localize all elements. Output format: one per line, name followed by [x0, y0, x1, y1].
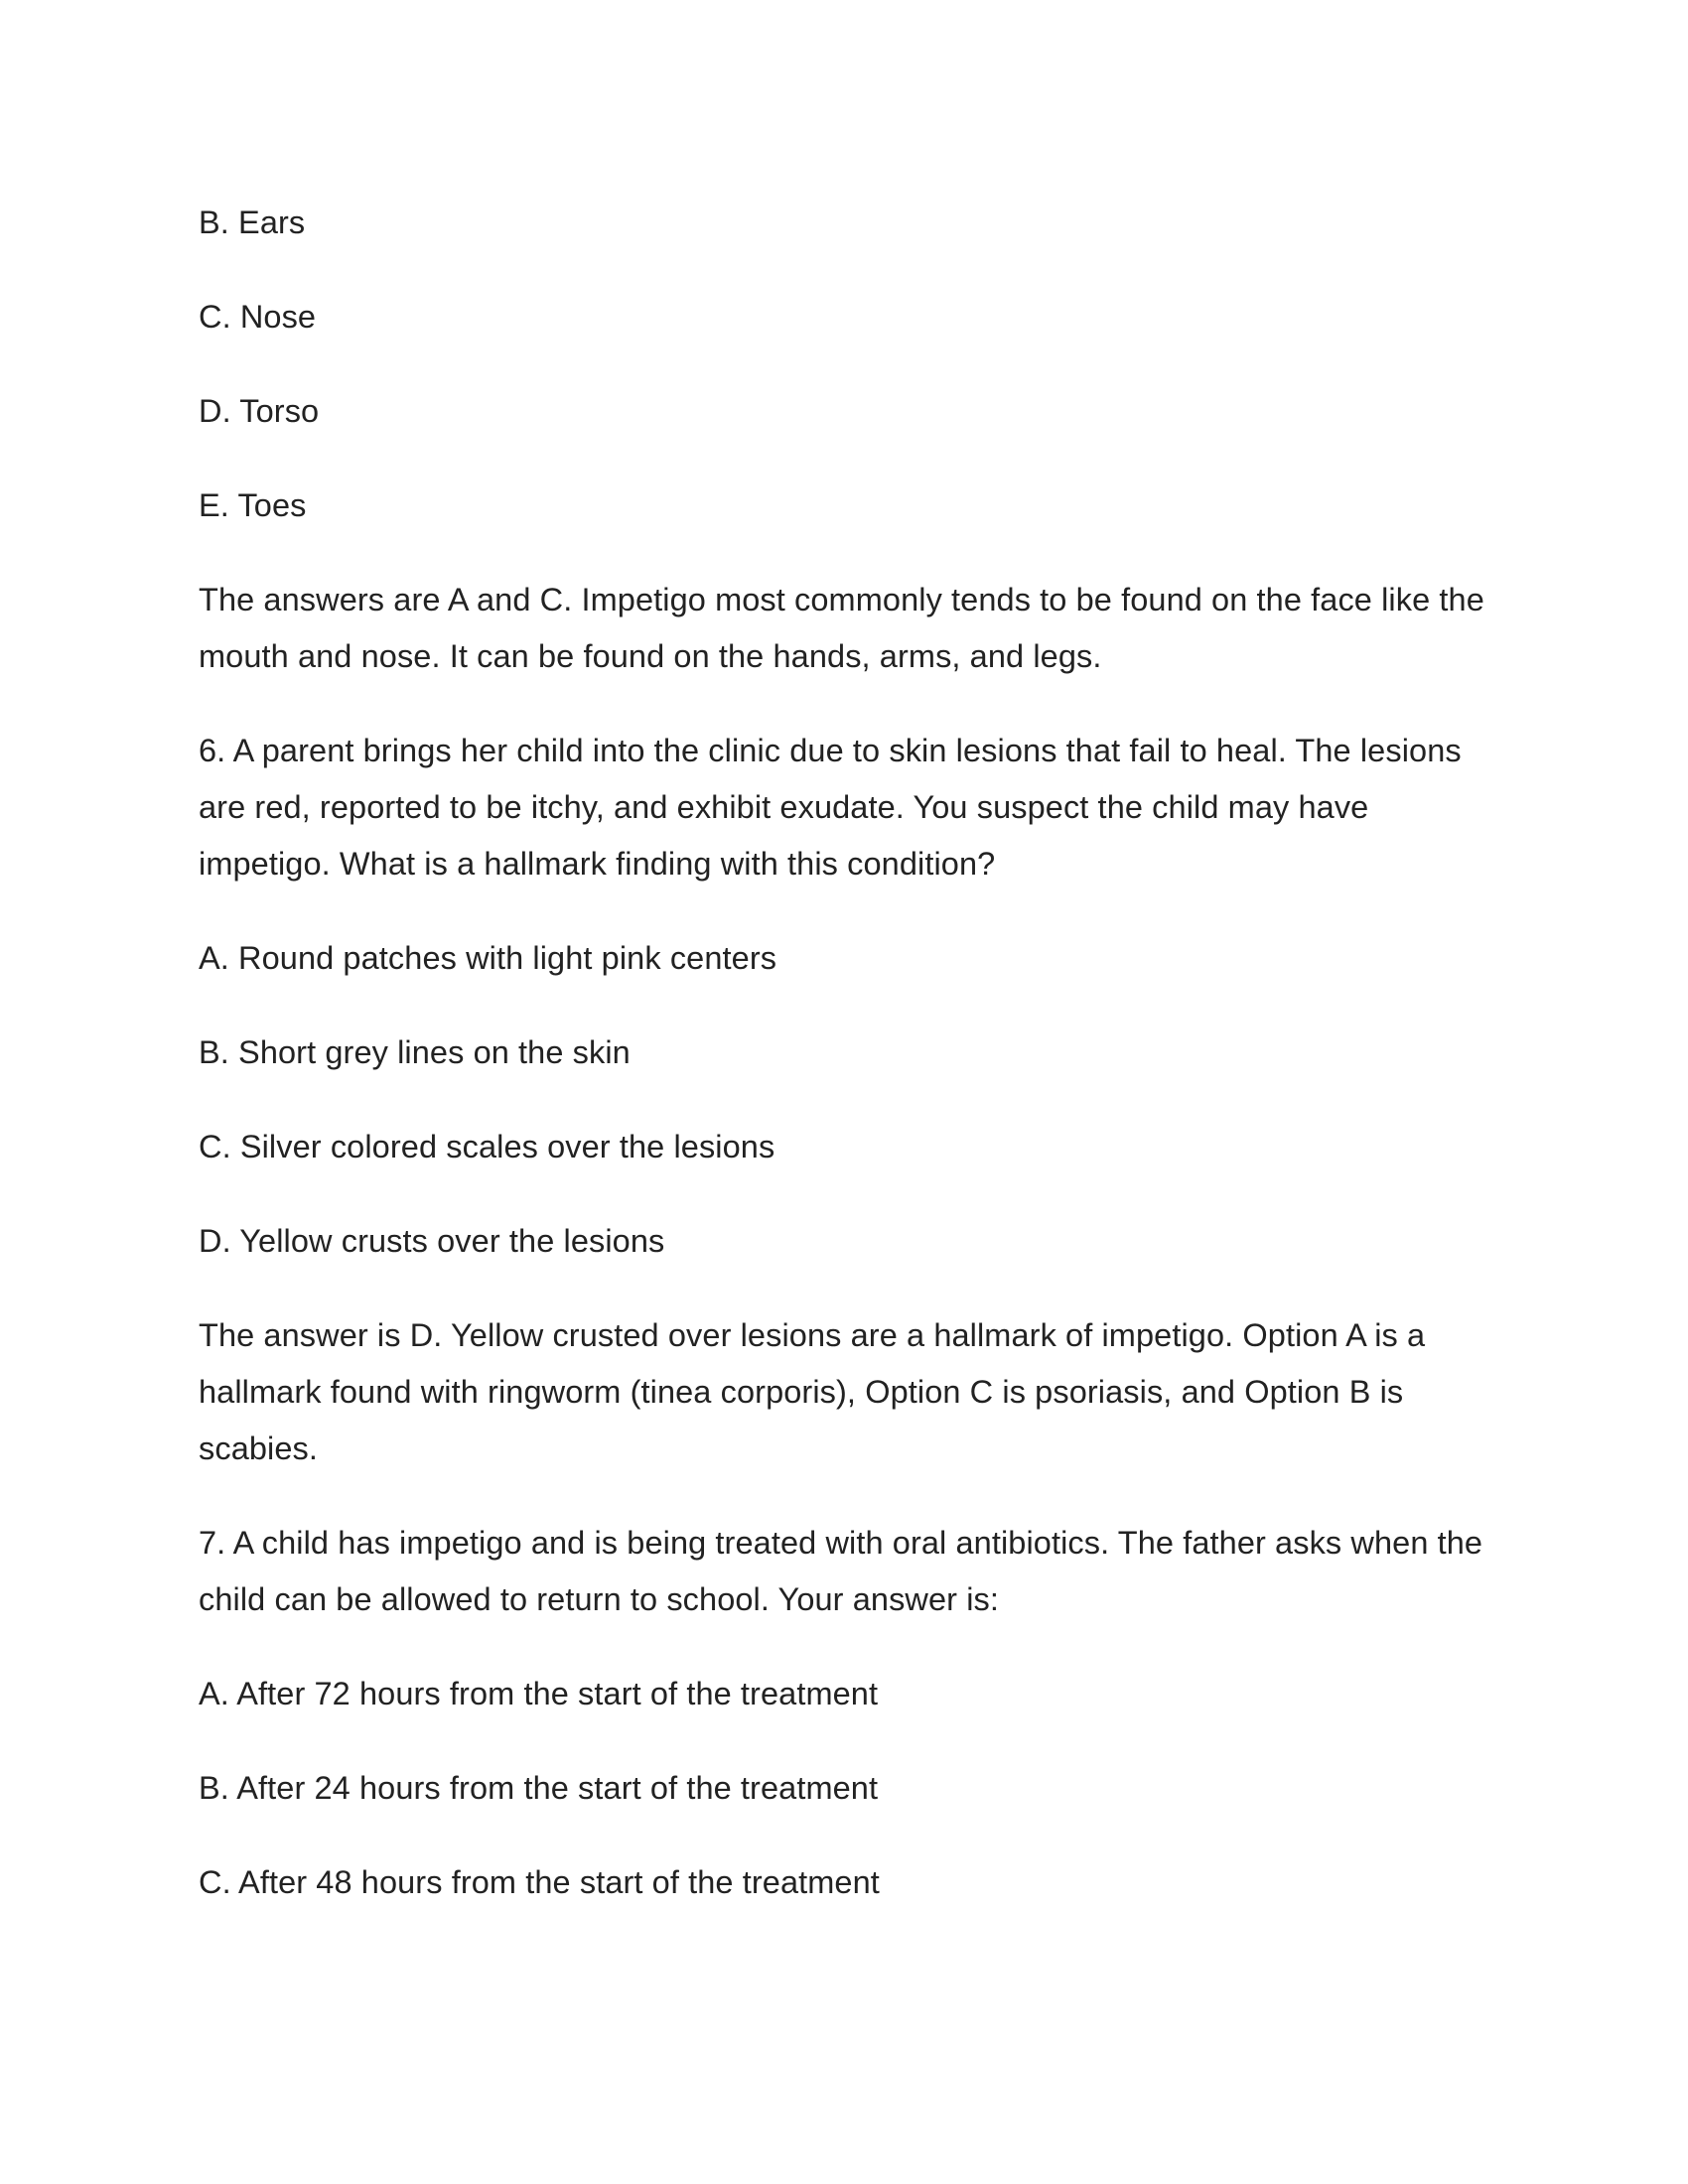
- answer-paragraph-q6: The answer is D. Yellow crusted over lesions are a hallmark of impetigo. Option A is a hallmark found with ringworm (tinea corporis), Option C is psoriasis, and Option B is scabies.: [199, 1317, 1426, 1466]
- option-e-toes: E. Toes: [199, 487, 307, 523]
- question-6: 6. A parent brings her child into the clinic due to skin lesions that fail to heal. The lesions are red, reported to be itchy, and exhibit exudate. You suspect the child may have impetigo. What is a hallmark finding with this condition?: [199, 733, 1462, 882]
- option-b-ears: B. Ears: [199, 205, 306, 240]
- q6-option-d: D. Yellow crusts over the lesions: [199, 1223, 665, 1259]
- question-7: 7. A child has impetigo and is being treated with oral antibiotics. The father asks when the child can be allowed to return to school. Your answer is:: [199, 1525, 1483, 1617]
- answer-paragraph-q5: The answers are A and C. Impetigo most commonly tends to be found on the face like the mouth and nose. It can be found on the hands, arms, and legs.: [199, 582, 1484, 674]
- document-page: [199, 195, 1489, 1911]
- option-d-torso: D. Torso: [199, 393, 320, 429]
- q6-option-c: C. Silver colored scales over the lesions: [199, 1129, 775, 1164]
- option-c-nose: C. Nose: [199, 299, 317, 335]
- q7-option-a: A. After 72 hours from the start of the treatment: [199, 1676, 879, 1711]
- q6-option-b: B. Short grey lines on the skin: [199, 1034, 631, 1070]
- q7-option-b: B. After 24 hours from the start of the treatment: [199, 1770, 879, 1806]
- q7-option-c: C. After 48 hours from the start of the treatment: [199, 1864, 880, 1900]
- q6-option-a: A. Round patches with light pink centers: [199, 940, 777, 976]
